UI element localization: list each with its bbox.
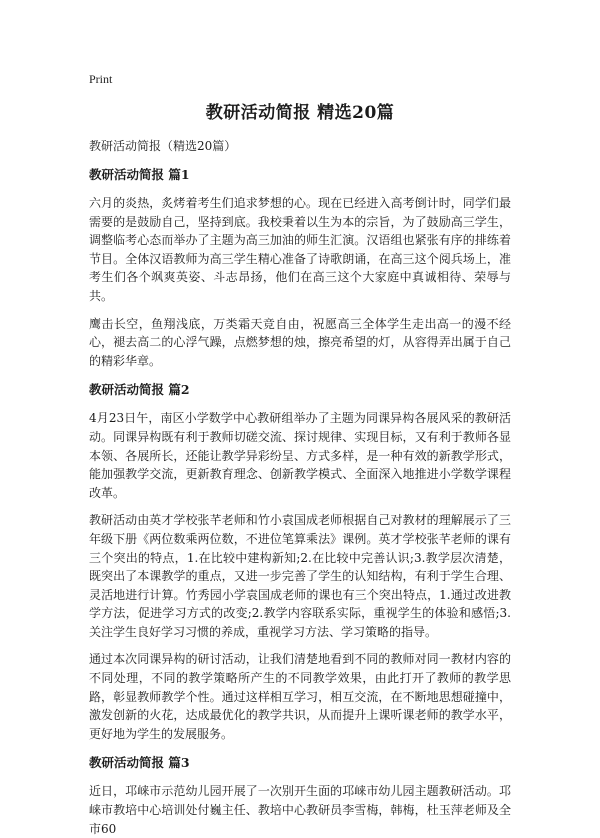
document-subtitle: 教研活动简报（精选20篇） (89, 139, 237, 153)
paragraph: 通过本次同课异构的研讨活动，让我们清楚地看到不同的教师对同一教材内容的不同处理，不同的教学策略所产生的不同教学效果，由此打开了教师的教学思路，彰显教师教学个性。通过这样相互学习，相互交流，在不断地思想碰撞中，激发创新的火花，达成最优化的教学共识，从而提升上课听课老师的教学水平，更好地为学生的发展服务。 (89, 652, 511, 741)
paragraph: 近日，邛崃市示范幼儿园开展了一次别开生面的邛崃市幼儿园主题教研活动。邛崃市教培中心培训处付巍主任、教培中心教研员李雪梅，韩梅，杜玉萍老师及全市60 (89, 784, 511, 836)
print-link[interactable]: Print (89, 72, 113, 86)
section-heading: 教研活动简报 篇3 (89, 755, 190, 771)
document-page (89, 68, 511, 838)
section-2 (89, 380, 511, 743)
section-1 (89, 165, 511, 370)
paragraph: 4月23日午，南区小学数学中心教研组举办了主题为同课异构各展风采的教研活动。同课异构既有利于教师切磋交流、探讨规律、实现目标，又有利于教师各显本领、各展所长，还能让教学异彩纷呈、方式多样，是一种有效的新教学形式，能加强教学交流，更新教育理念、创新教学模式、全面深入地推进小学数学课程改革。 (89, 411, 511, 500)
paragraph: 鹰击长空，鱼翔浅底，万类霜天竞自由，祝愿高三全体学生走出高一的漫不经心，褪去高二的心浮气躁，点燃梦想的烛，擦亮希望的灯，从容得弄出属于自己的精彩华章。 (89, 316, 511, 368)
section-heading: 教研活动简报 篇2 (89, 382, 190, 398)
paragraph: 六月的炎热，炙烤着考生们追求梦想的心。现在已经进入高考倒计时，同学们最需要的是鼓励自己，坚持到底。我校秉着以生为本的宗旨，为了鼓励高三学生，调整临考心态而举办了主题为高三加油的师生汇演。汉语组也紧张有序的排练着节目。全体汉语教师为高三学生精心准备了诗歌朗诵，在高三这个阅兵场上，准考生们各个飒爽英姿、斗志昂扬，他们在高三这个大家庭中真诚相待、荣辱与共。 (89, 196, 511, 303)
section-3 (89, 753, 511, 838)
section-heading: 教研活动简报 篇1 (89, 167, 190, 182)
page-title: 教研活动简报 精选20篇 (205, 103, 395, 123)
paragraph: 教研活动由英才学校张芊老师和竹小袁国成老师根据自己对教材的理解展示了三年级下册《两位数乘两位数，不进位笔算乘法》课例。英才学校张芊老师的课有三个突出的特点，1.在比较中建构新知;2.在比较中完善认识;3.教学层次清楚，既突出了本课教学的重点，又进一步完善了学生的认知结构，有利于学生合理、灵活地进行计算。竹秀园小学袁国成老师的课也有三个突出特点，1.通过改进教学方法，促进学习方式的改变;2.教学内容联系实际，重视学生的体验和感悟;3.关注学生良好学习习惯的养成，重视学习方法、学习策略的指导。 (89, 513, 511, 639)
